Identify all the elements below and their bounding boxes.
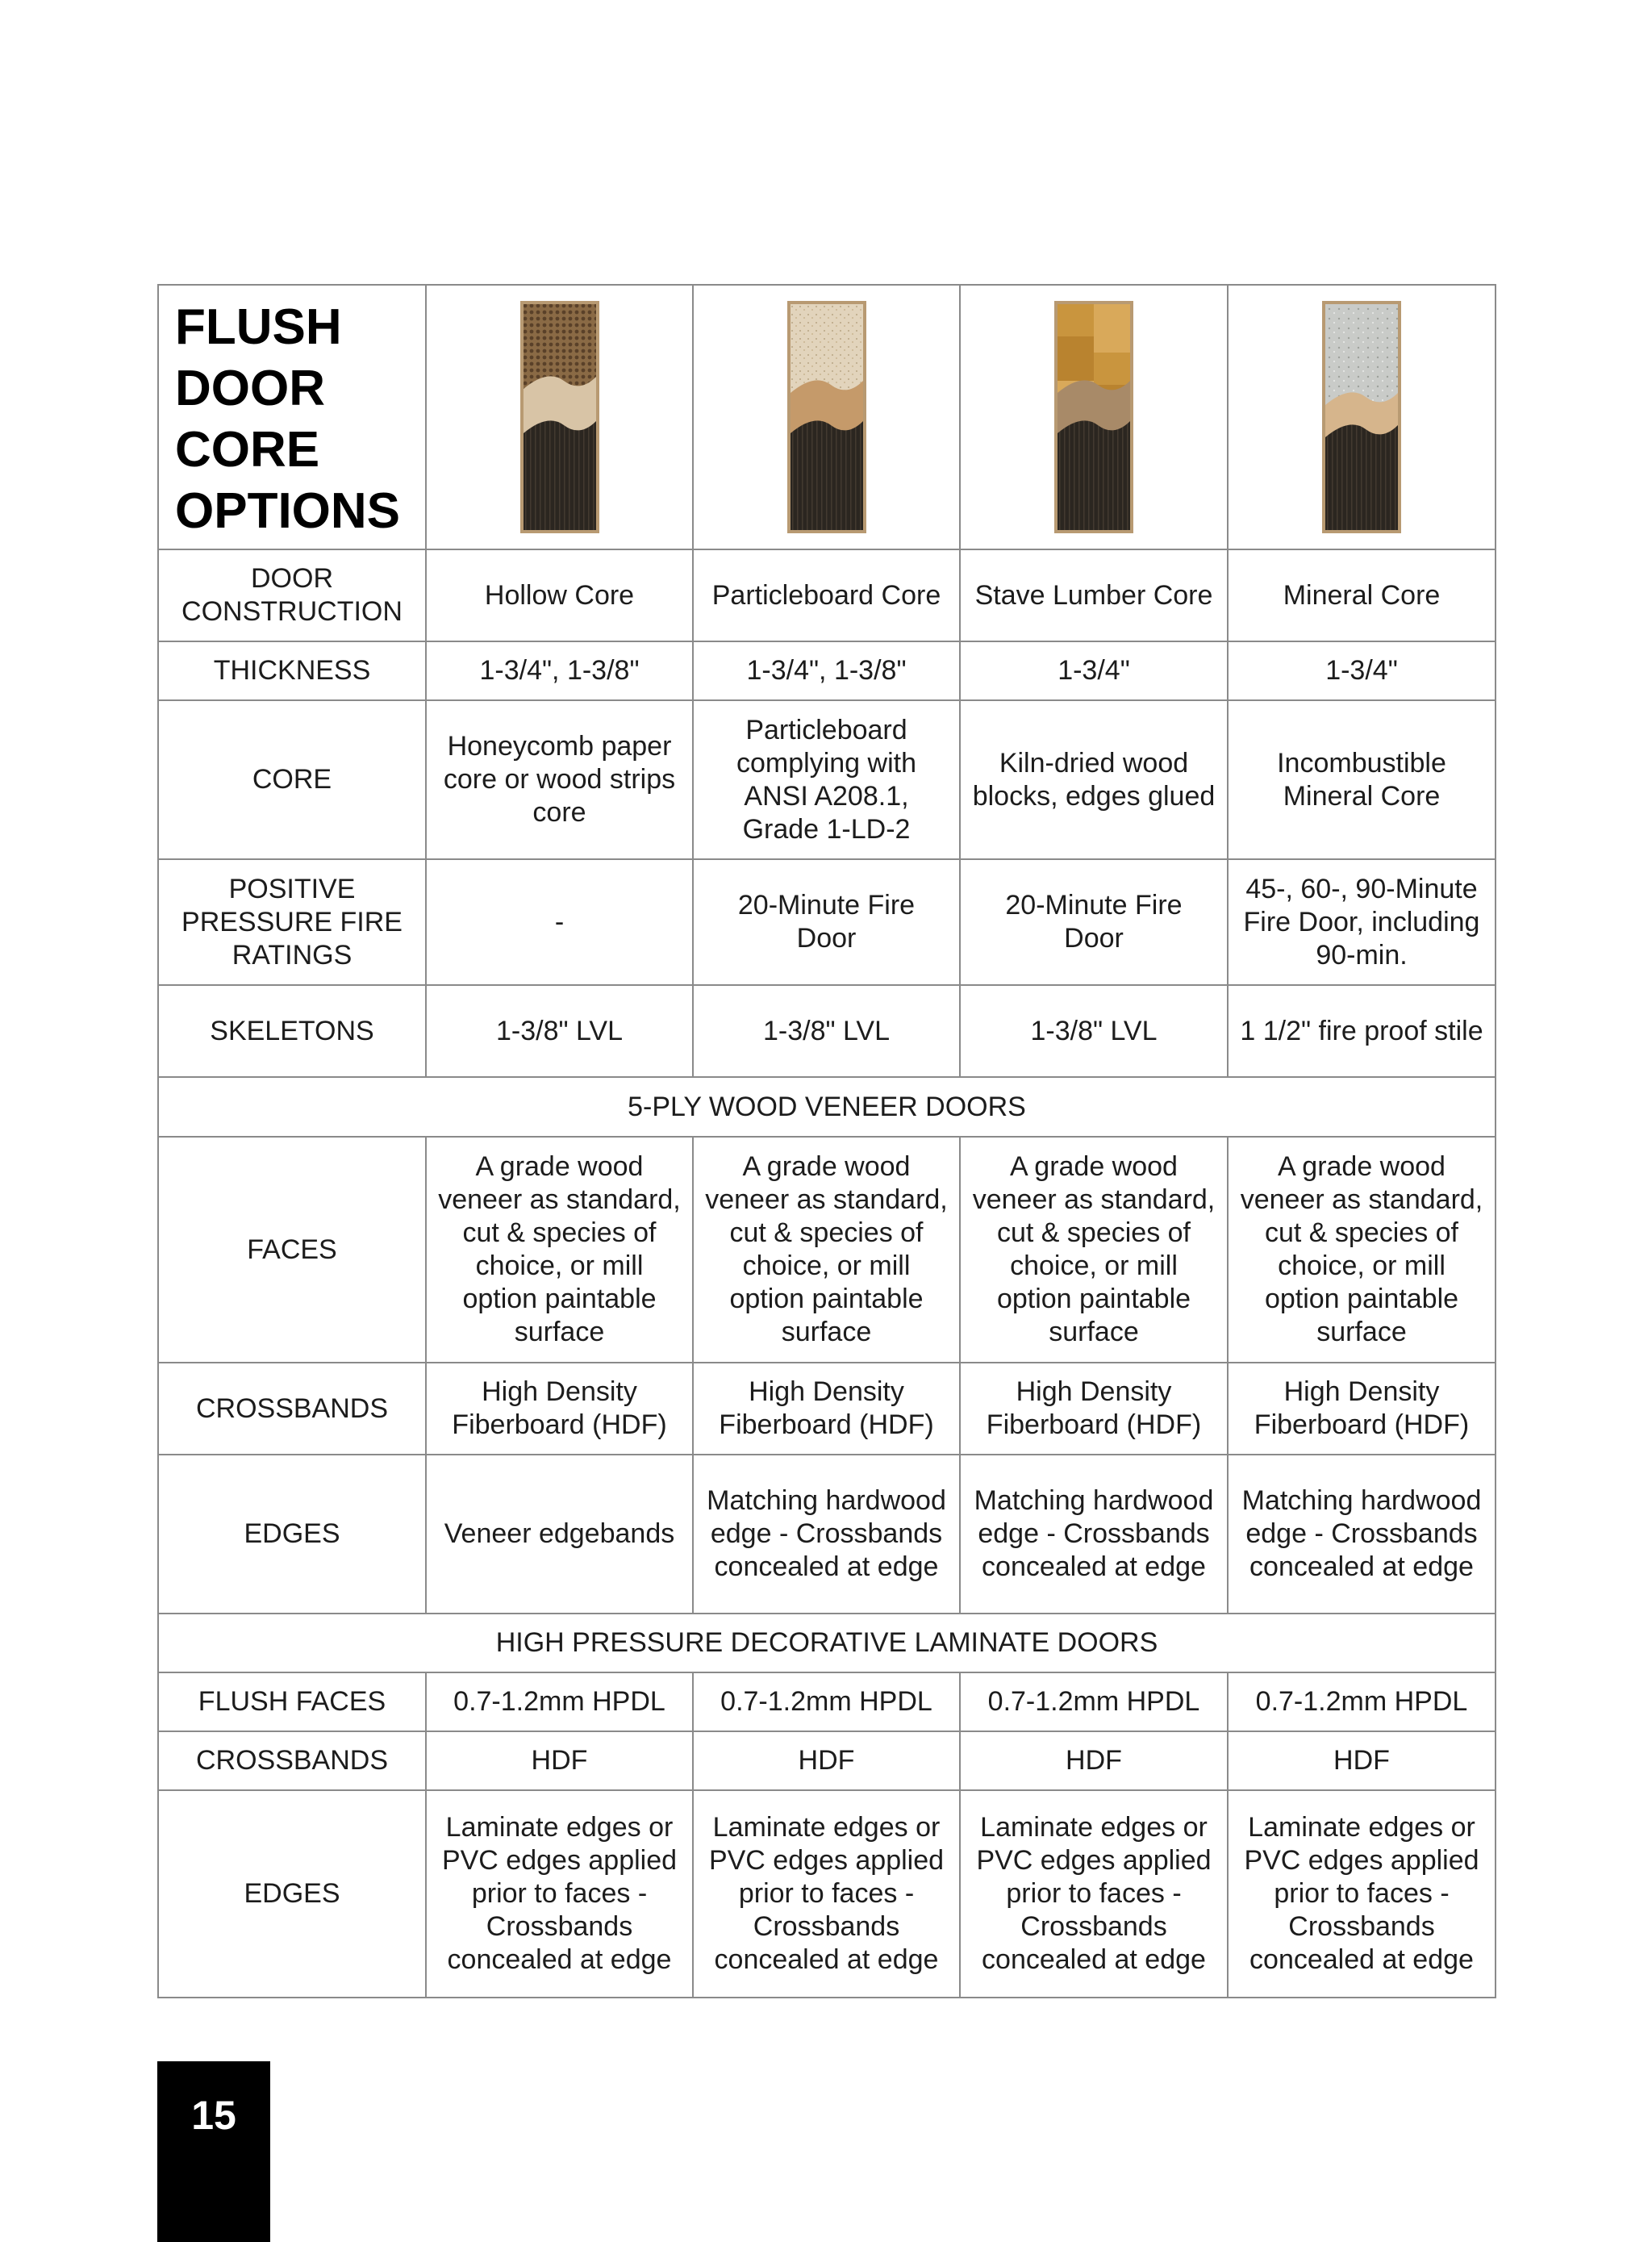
row-label: SKELETONS [158, 985, 426, 1077]
table-row [158, 549, 1496, 641]
table-cell: Particleboard complying with ANSI A208.1, Grade 1-LD-2 [693, 700, 960, 859]
table-cell: 45-, 60-, 90-Minute Fire Door, including 90-min. [1228, 859, 1496, 985]
title-line: CORE [175, 422, 320, 478]
table-cell: 20-Minute Fire Door [693, 859, 960, 985]
header-row [158, 285, 1496, 549]
table-cell: A grade wood veneer as standard, cut & species of choice, or mill option paintable surface [693, 1137, 960, 1363]
title-line: OPTIONS [175, 483, 401, 539]
door-core-options-table [157, 284, 1496, 1998]
table-cell: Laminate edges or PVC edges applied prior to faces - Crossbands concealed at edge [426, 1790, 693, 1998]
mineral-core-door-image [1317, 296, 1406, 538]
section-header-row [158, 1614, 1496, 1672]
table-cell: Honeycomb paper core or wood strips core [426, 700, 693, 859]
table-cell: Hollow Core [426, 549, 693, 641]
page-title [158, 285, 426, 549]
table-cell: 1-3/8" LVL [960, 985, 1228, 1077]
page-number-tab [157, 2061, 270, 2242]
table-cell: High Density Fiberboard (HDF) [693, 1363, 960, 1455]
section-header-laminate: HIGH PRESSURE DECORATIVE LAMINATE DOORS [158, 1614, 1496, 1672]
table-cell: A grade wood veneer as standard, cut & species of choice, or mill option paintable surface [1228, 1137, 1496, 1363]
table-cell: High Density Fiberboard (HDF) [960, 1363, 1228, 1455]
table-row [158, 700, 1496, 859]
table-cell: Laminate edges or PVC edges applied prior to faces - Crossbands concealed at edge [693, 1790, 960, 1998]
row-label: FLUSH FACES [158, 1672, 426, 1731]
title-line: FLUSH [175, 299, 342, 355]
table-row [158, 1363, 1496, 1455]
table-cell: Matching hardwood edge - Crossbands concealed at edge [693, 1455, 960, 1614]
table-row [158, 1455, 1496, 1614]
table-cell: - [426, 859, 693, 985]
table-cell: HDF [1228, 1731, 1496, 1790]
door-image-cell [693, 285, 960, 549]
row-label: EDGES [158, 1790, 426, 1998]
stave-lumber-core-door-image [1049, 296, 1138, 538]
row-label: CROSSBANDS [158, 1731, 426, 1790]
table-cell: 1 1/2" fire proof stile [1228, 985, 1496, 1077]
door-image-cell [1228, 285, 1496, 549]
table-cell: Stave Lumber Core [960, 549, 1228, 641]
section-header-veneer: 5-PLY WOOD VENEER DOORS [158, 1077, 1496, 1137]
table-cell: Laminate edges or PVC edges applied prior to faces - Crossbands concealed at edge [960, 1790, 1228, 1998]
table-row [158, 1790, 1496, 1998]
table-cell: Matching hardwood edge - Crossbands concealed at edge [1228, 1455, 1496, 1614]
table-cell: 0.7-1.2mm HPDL [960, 1672, 1228, 1731]
table-cell: Veneer edgebands [426, 1455, 693, 1614]
table-cell: 1-3/4" [960, 641, 1228, 700]
table-cell: 0.7-1.2mm HPDL [426, 1672, 693, 1731]
row-label: CROSSBANDS [158, 1363, 426, 1455]
row-label: EDGES [158, 1455, 426, 1614]
table-cell: 1-3/8" LVL [426, 985, 693, 1077]
door-image-cell [426, 285, 693, 549]
table-row [158, 1731, 1496, 1790]
table-cell: A grade wood veneer as standard, cut & species of choice, or mill option paintable surface [426, 1137, 693, 1363]
table-cell: A grade wood veneer as standard, cut & species of choice, or mill option paintable surface [960, 1137, 1228, 1363]
table-cell: HDF [693, 1731, 960, 1790]
row-label: FACES [158, 1137, 426, 1363]
table-cell: 20-Minute Fire Door [960, 859, 1228, 985]
table-cell: High Density Fiberboard (HDF) [426, 1363, 693, 1455]
table-row [158, 859, 1496, 985]
door-image-cell [960, 285, 1228, 549]
table-cell: 1-3/4" [1228, 641, 1496, 700]
table-cell: Particleboard Core [693, 549, 960, 641]
table-cell: Incombustible Mineral Core [1228, 700, 1496, 859]
particleboard-core-door-image [782, 296, 871, 538]
table-row [158, 641, 1496, 700]
table-row [158, 1672, 1496, 1731]
table-cell: Kiln-dried wood blocks, edges glued [960, 700, 1228, 859]
row-label: THICKNESS [158, 641, 426, 700]
hollow-core-door-image [515, 296, 604, 538]
table-row [158, 985, 1496, 1077]
page-number: 15 [191, 2093, 236, 2138]
table-cell: 0.7-1.2mm HPDL [693, 1672, 960, 1731]
table-cell: HDF [960, 1731, 1228, 1790]
table-cell: HDF [426, 1731, 693, 1790]
section-header-row [158, 1077, 1496, 1137]
table-cell: Matching hardwood edge - Crossbands concealed at edge [960, 1455, 1228, 1614]
table-cell: High Density Fiberboard (HDF) [1228, 1363, 1496, 1455]
table-cell: 1-3/8" LVL [693, 985, 960, 1077]
table-cell: 1-3/4", 1-3/8" [426, 641, 693, 700]
row-label: CORE [158, 700, 426, 859]
table-cell: 0.7-1.2mm HPDL [1228, 1672, 1496, 1731]
table-cell: Laminate edges or PVC edges applied prior to faces - Crossbands concealed at edge [1228, 1790, 1496, 1998]
table-row [158, 1137, 1496, 1363]
title-line: DOOR [175, 361, 325, 416]
row-label: DOOR CONSTRUCTION [158, 549, 426, 641]
row-label: POSITIVE PRESSURE FIRE RATINGS [158, 859, 426, 985]
table-cell: 1-3/4", 1-3/8" [693, 641, 960, 700]
table-cell: Mineral Core [1228, 549, 1496, 641]
